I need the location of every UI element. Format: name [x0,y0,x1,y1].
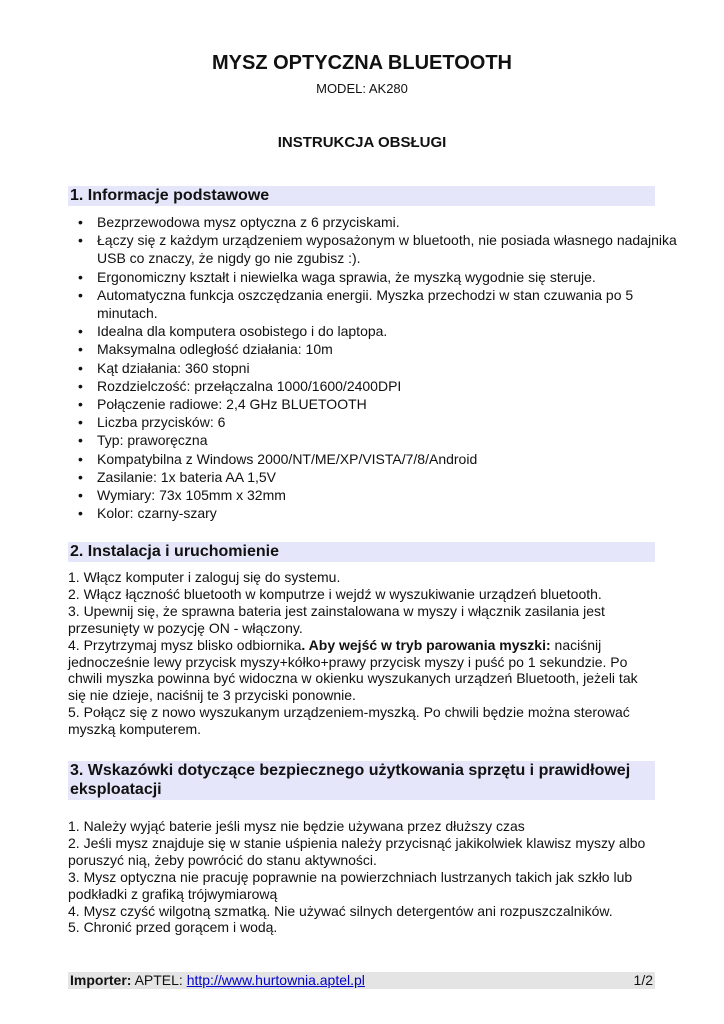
tip-3: 3. Mysz optyczna nie pracuję poprawnie na powierzchniach lustrzanych takich jak szkło lub podkładki z grafiką trójwymiarową [68,868,633,902]
step-2: 2. Włącz łączność bluetooth w komputrze i wejdź w wyszukiwanie urządzeń bluetooth. [68,585,602,602]
list-item: • Automatyczna funkcja oszczędzania energii. Myszka przechodzi w stan czuwania po 5 minutach. [97,286,687,322]
step-1: 1. Włącz komputer i zaloguj się do systemu. [68,569,341,585]
document-title: MYSZ OPTYCZNA BLUETOOTH [212,52,512,74]
tip-4: 4. Mysz czyść wilgotną szmatką. Nie używać silnych detergentów ani rozpuszczalników. [68,902,613,919]
tip-1: 1. Należy wyjąć baterie jeśli mysz nie będzie używana przez dłuższy czas [68,818,525,834]
list-item: • Typ: praworęczna [97,431,687,449]
footer [68,972,655,989]
list-item: • Liczba przycisków: 6 [97,413,687,431]
step-4-start: 4. Przytrzymaj mysz blisko odbiornika [68,636,302,653]
section-3-heading: 3. Wskazówki dotyczące bezpiecznego użytkowania sprzętu i prawidłowej eksploatacji [68,761,655,800]
step-4-bold: . Aby wejść w tryb parowania myszki: [301,636,551,653]
list-item: • Rozdzielczość: przełączalna 1000/1600/2400DPI [97,377,687,395]
step-5: 5. Połącz się z nowo wyszukanym urządzeniem-myszką. Po chwili będzie można sterować myszką komputerem. [68,704,630,738]
section-2-heading: 2. Instalacja i uruchomienie [68,542,655,562]
step-4-end: naciśnij jednocześnie lewy przycisk myszy+kółko+prawy przycisk myszy i puść po 1 sekundzie. Po chwili myszka powinna być widoczna w okienku wyszukanych urządzeń Bluetooth, jeżeli tak się nie dzieje, naciśnij te 3 przyciski ponownie. [68,636,638,704]
safety-tips [68,818,658,936]
features-list [68,213,687,522]
importer-name: APTEL: [131,972,187,988]
model-number: MODEL: AK280 [316,81,408,96]
list-item: • Połączenie radiowe: 2,4 GHz BLUETOOTH [97,395,687,413]
list-item: • Ergonomiczny kształt i niewielka waga sprawia, że myszką wygodnie się steruje. [97,268,687,286]
importer-link[interactable]: http://www.hurtownia.aptel.pl [186,972,365,988]
list-item: • Zasilanie: 1x bateria AA 1,5V [97,468,687,486]
list-item: • Kolor: czarny-szary [97,504,687,522]
importer-label: Importer: [70,972,132,988]
tip-2: 2. Jeśli mysz znajduje się w stanie uśpienia należy przycisnąć jakikolwiek klawisz myszy albo poruszyć nią, żeby powrócić do stanu aktywności. [68,834,646,868]
document-subtitle: INSTRUKCJA OBSŁUGI [277,134,447,151]
step-4 [68,637,658,705]
installation-steps [68,569,658,738]
list-item: • Bezprzewodowa mysz optyczna z 6 przyciskami. [97,213,687,231]
page-number: 1/2 [633,972,653,988]
step-3: 3. Upewnij się, że sprawna bateria jest zainstalowana w myszy i włącznik zasilania jest przesunięty w pozycję ON - włączony. [68,602,605,636]
section-1-heading: 1. Informacje podstawowe [68,186,655,206]
list-item: • Kompatybilna z Windows 2000/NT/ME/XP/VISTA/7/8/Android [97,450,687,468]
list-item: • Idealna dla komputera osobistego i do laptopa. [97,322,687,340]
tip-5: 5. Chronić przed gorącem i wodą. [68,919,278,936]
list-item: • Kąt działania: 360 stopni [97,359,687,377]
list-item: • Maksymalna odległość działania: 10m [97,340,687,358]
list-item: • Łączy się z każdym urządzeniem wyposażonym w bluetooth, nie posiada własnego nadajnika USB co znaczy, że nigdy go nie zgubisz :). [97,231,687,267]
list-item: • Wymiary: 73x 105mm x 32mm [97,486,687,504]
